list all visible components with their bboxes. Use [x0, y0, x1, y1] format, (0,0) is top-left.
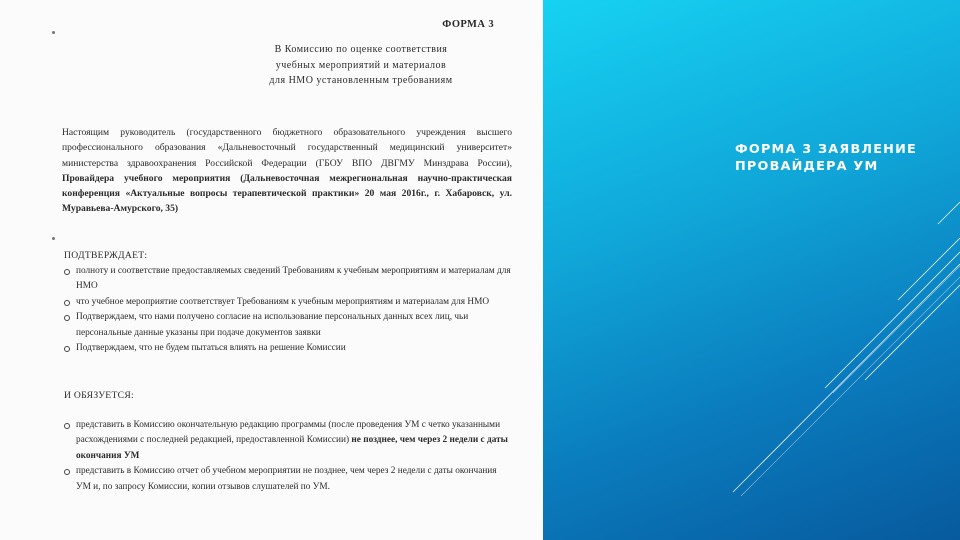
obliges-item [62, 418, 512, 464]
obliges-title: И ОБЯЗУЕТСЯ: [64, 390, 134, 401]
decorative-line [865, 285, 960, 380]
slide-title: ФОРМА 3 ЗАЯВЛЕНИЕ ПРОВАЙДЕРА УМ [735, 142, 917, 174]
decorative-line [833, 266, 960, 393]
decorative-lines [543, 0, 960, 540]
obliges-item-text: представить в Комиссию окончательную редакцию программы (после проведения УМ с четко указанными расхождениями с последней редакцией, предоставленной Комиссии) [76, 420, 501, 446]
intro-paragraph [62, 125, 512, 217]
decorative-line [733, 264, 960, 492]
title-panel [543, 0, 960, 540]
confirms-item: Подтверждаем, что нами получено согласие на использование персональных данных всех лиц, чьи персональные данные указаны при подаче документов заявки [62, 310, 512, 341]
addressee-line: для НМО установленным требованиям [269, 75, 453, 86]
decorative-line [741, 277, 960, 496]
form-number: ФОРМА 3 [442, 19, 494, 30]
confirms-item: полноту и соответствие предоставляемых сведений Требованиям к учебным мероприятиям и материалам для НМО [62, 264, 512, 295]
decorative-line [825, 252, 960, 388]
obliges-item-text: представить в Комиссию отчет об учебном мероприятии не позднее, чем через 2 недели с даты окончания УМ и, по запросу Комиссии, копии отзывов слушателей по УМ. [76, 466, 497, 492]
addressee-block [226, 42, 496, 89]
addressee-line: учебных мероприятий и материалов [275, 59, 447, 71]
decorative-line [938, 202, 960, 224]
scan-artifact [52, 31, 55, 34]
addressee-line: В Комиссию по оценке соответствия [274, 44, 448, 55]
decorative-line [898, 238, 960, 300]
intro-bold-text: Провайдера учебного мероприятия (Дальневосточная межрегиональная научно-практическая конференция «Актуальные вопросы терапевтической практики» 20 мая 2016г., г. Хабаровск, ул. Муравьева-Амурского, 35) [62, 172, 512, 215]
obliges-list [62, 418, 512, 495]
obliges-item [62, 464, 512, 495]
confirms-list [62, 264, 512, 356]
intro-text: Настоящим руководитель (государственного бюджетного образовательного учреждения высшего профессионального образования «Дальневосточный государственный медицинский университет» министерства здравоохранения Российской Федерации (ГБОУ ВПО ДВГМУ Минздрава России), [62, 127, 512, 169]
confirms-title: ПОДТВЕРЖДАЕТ: [64, 250, 148, 261]
confirms-item: что учебное мероприятие соответствует Требованиям к учебным мероприятиям и материалам для НМО [62, 295, 512, 310]
scan-artifact [52, 237, 55, 240]
confirms-item: Подтверждаем, что не будем пытаться влиять на решение Комиссии [62, 341, 512, 356]
obliges-item-bold: не позднее, чем через 2 недели с даты окончания УМ [76, 435, 508, 461]
